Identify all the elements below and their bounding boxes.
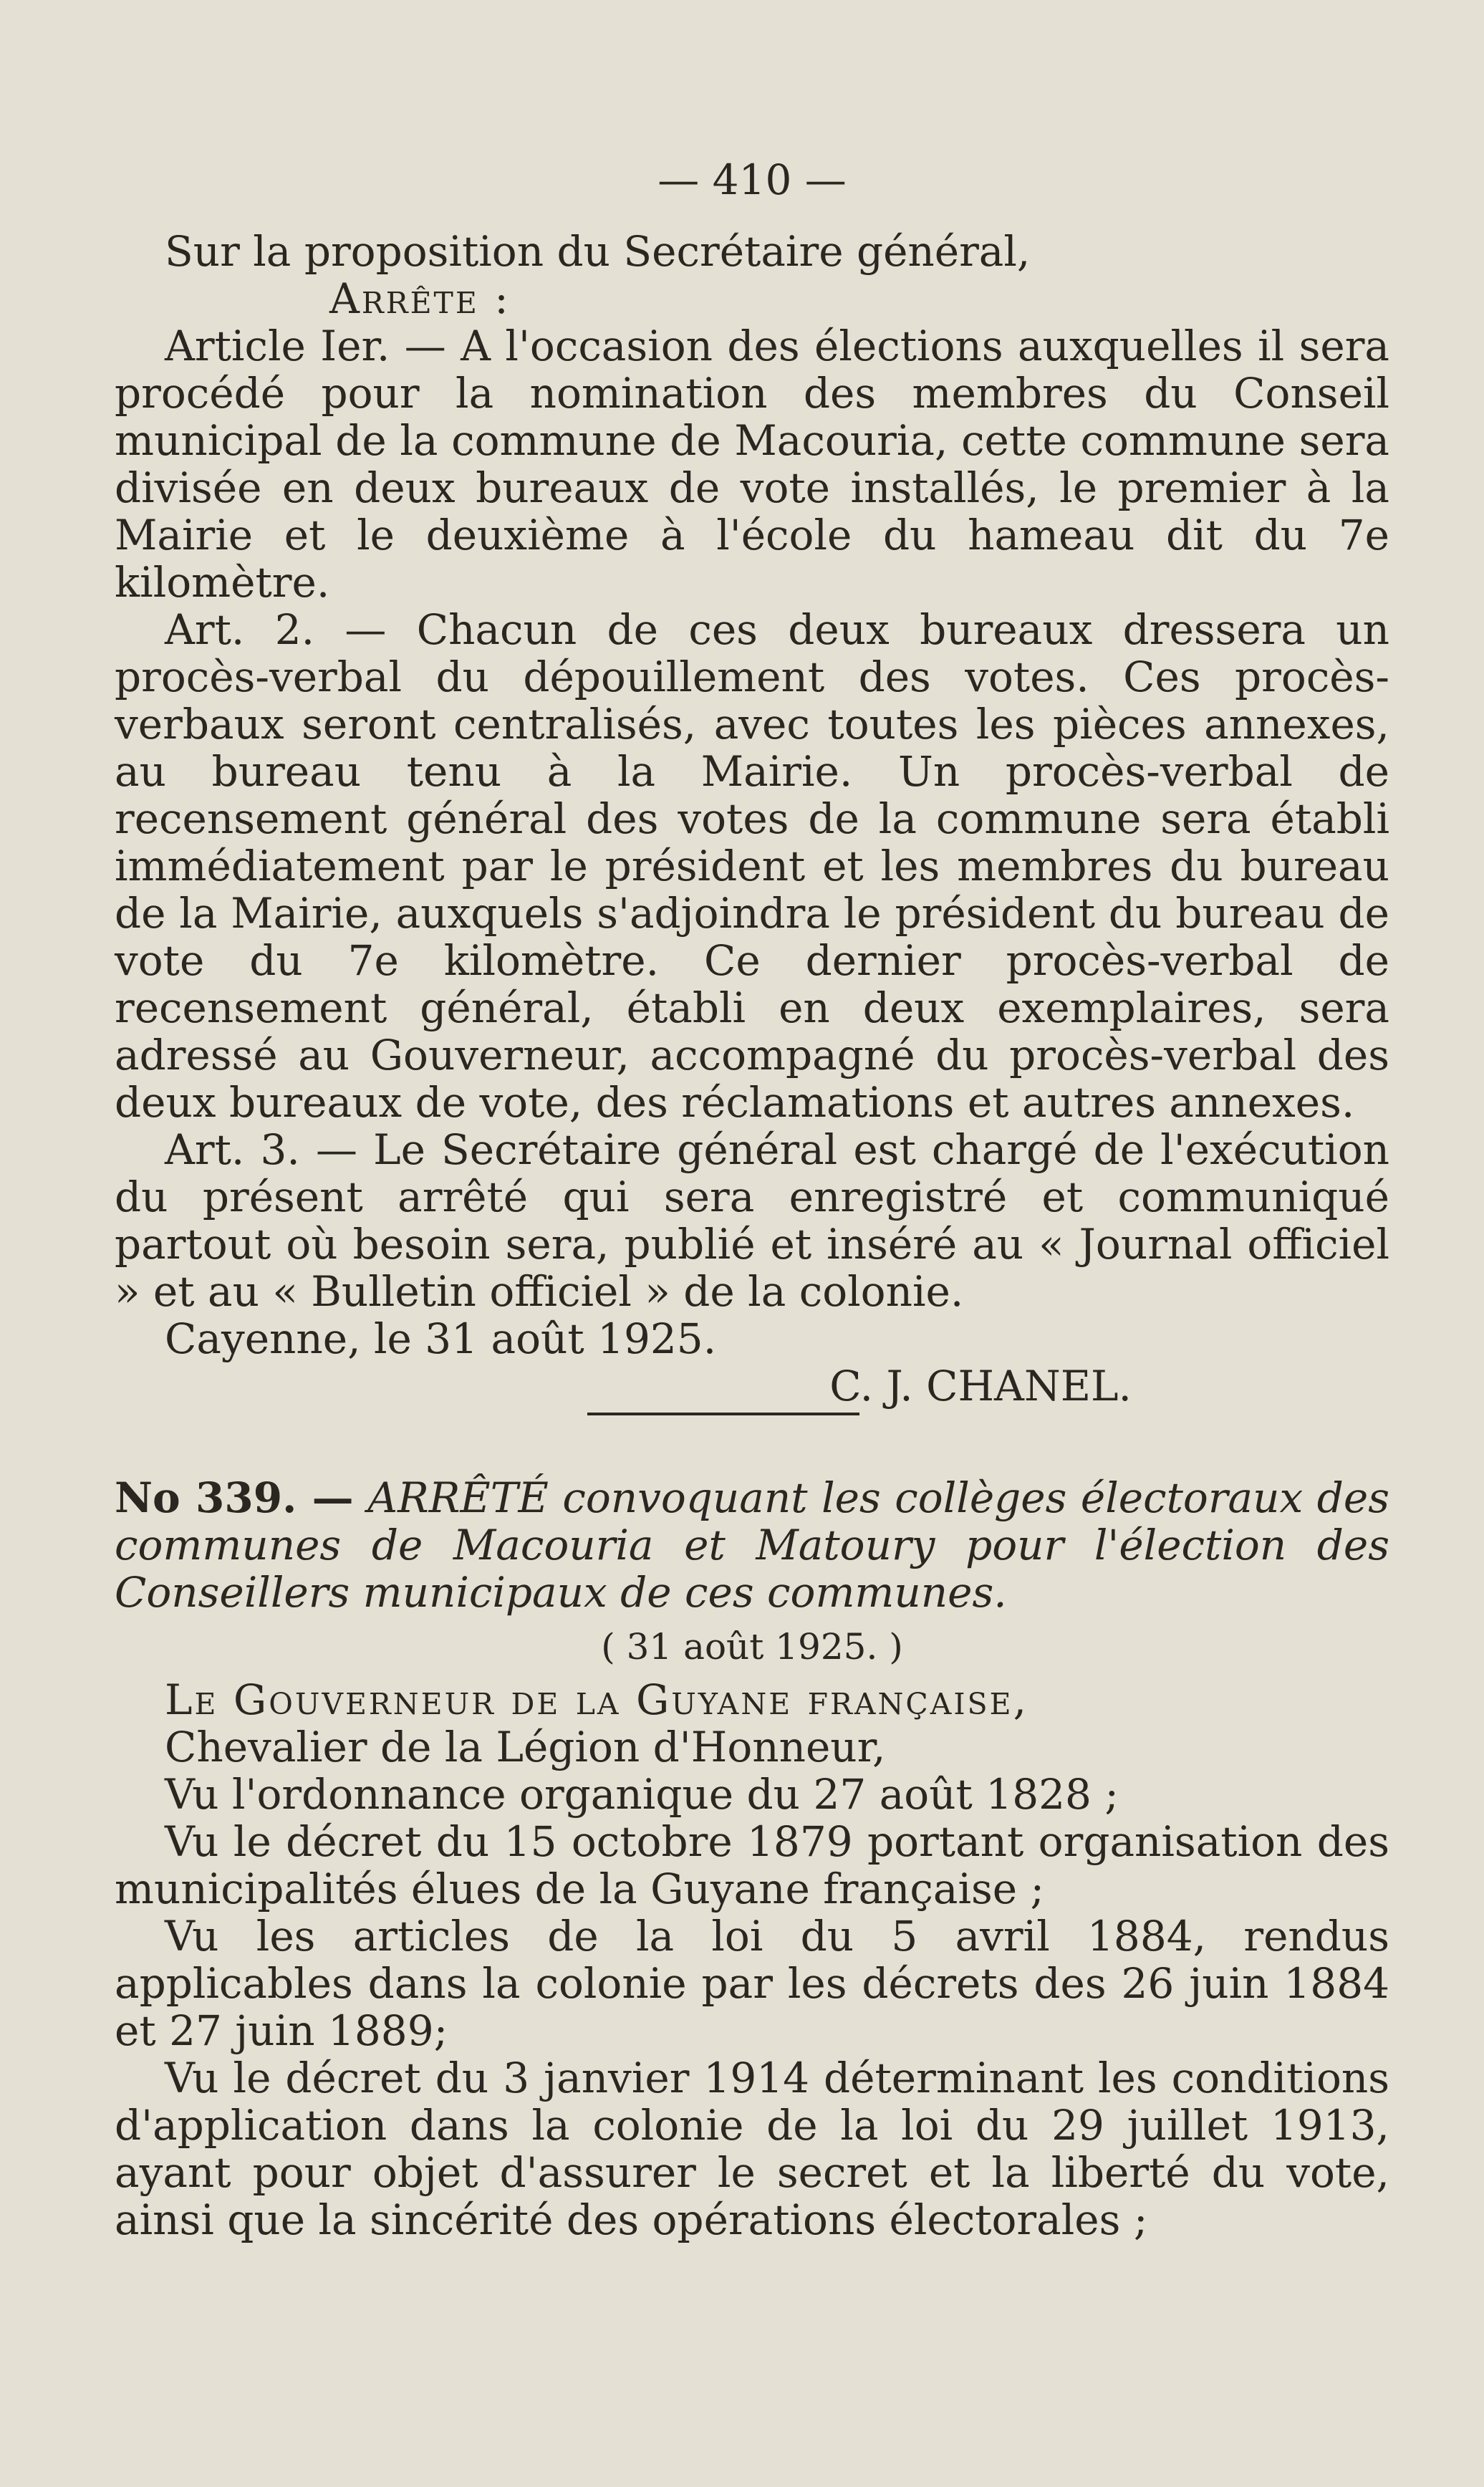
chevalier-line: Chevalier de la Légion d'Honneur, [165, 1723, 886, 1771]
vu-decret-1914: Vu le décret du 3 janvier 1914 déterminant les conditions d'application dans la colonie de la loi du 29 juillet 1913, ayant pour objet d'assurer le secret et la liberté du vote, ainsi que la sincérité des opérations électorales ; [115, 2054, 1389, 2244]
vu-ordonnance: Vu l'ordonnance organique du 27 août 1828 ; [165, 1770, 1119, 1819]
section-divider [587, 1413, 859, 1415]
arrete-title: ARRÊTÉ convoquant les collèges électoraux des communes de Macouria et Matoury pour l'élection des Conseillers municipaux de ces communes. [115, 1473, 1389, 1617]
arrete-date: ( 31 août 1925. ) [601, 1626, 903, 1668]
intro-proposition: Sur la proposition du Secrétaire général, [165, 227, 1031, 276]
vu-decret-1879: Vu le décret du 15 octobre 1879 portant organisation des municipalités élues de la Guyane française ; [115, 1817, 1389, 1913]
page-header [115, 156, 1389, 203]
article-3: Art. 3. — Le Secrétaire général est chargé de l'exécution du présent arrêté qui sera enregistré et communiqué partout où besoin sera, publié et inséré au « Journal officiel » et au « Bulletin officiel » de la colonie. [115, 1125, 1389, 1316]
arrete-339-heading [115, 1474, 1389, 1616]
signature: C. J. CHANEL. [829, 1362, 1132, 1410]
article-2: Art. 2. — Chacun de ces deux bureaux dressera un procès-verbal du dépouillement des votes. Ces procès-verbaux seront centralisés, avec toutes les pièces annexes, au bureau tenu à la Mairie. Un procès-verbal de recensement général des votes de la commune sera établi immédiatement par le président et les membres du bureau de la Mairie, auxquels s'adjoindra le président du bureau de vote du 7e kilomètre. Ce dernier procès-verbal de recensement général, établi en deux exemplaires, sera adressé au Gouverneur, accompagné du procès-verbal des deux bureaux de vote, des réclamations et autres annexes. [115, 605, 1389, 1127]
vu-loi-1884: Vu les articles de la loi du 5 avril 1884, rendus applicables dans la colonie par les décrets des 26 juin 1884 et 27 juin 1889; [115, 1912, 1389, 2055]
arrete-macouria-bureaux [115, 228, 1389, 1410]
arrete-number: No 339. — [115, 1473, 354, 1522]
date-place: Cayenne, le 31 août 1925. [165, 1314, 717, 1363]
arrete-heading: Arrête : [329, 274, 511, 323]
article-1: Article Ier. — A l'occasion des élections auxquelles il sera procédé pour la nomination des membres du Conseil municipal de la commune de Macouria, cette commune sera divisée en deux bureaux de vote installés, le premier à la Mairie et le deuxième à l'école du hameau dit du 7e kilomètre. [115, 322, 1389, 607]
gouverneur-line: Le Gouverneur de la Guyane française, [165, 1675, 1029, 1724]
page-number: — 410 — [657, 155, 847, 204]
arrete-339 [115, 1474, 1389, 2243]
